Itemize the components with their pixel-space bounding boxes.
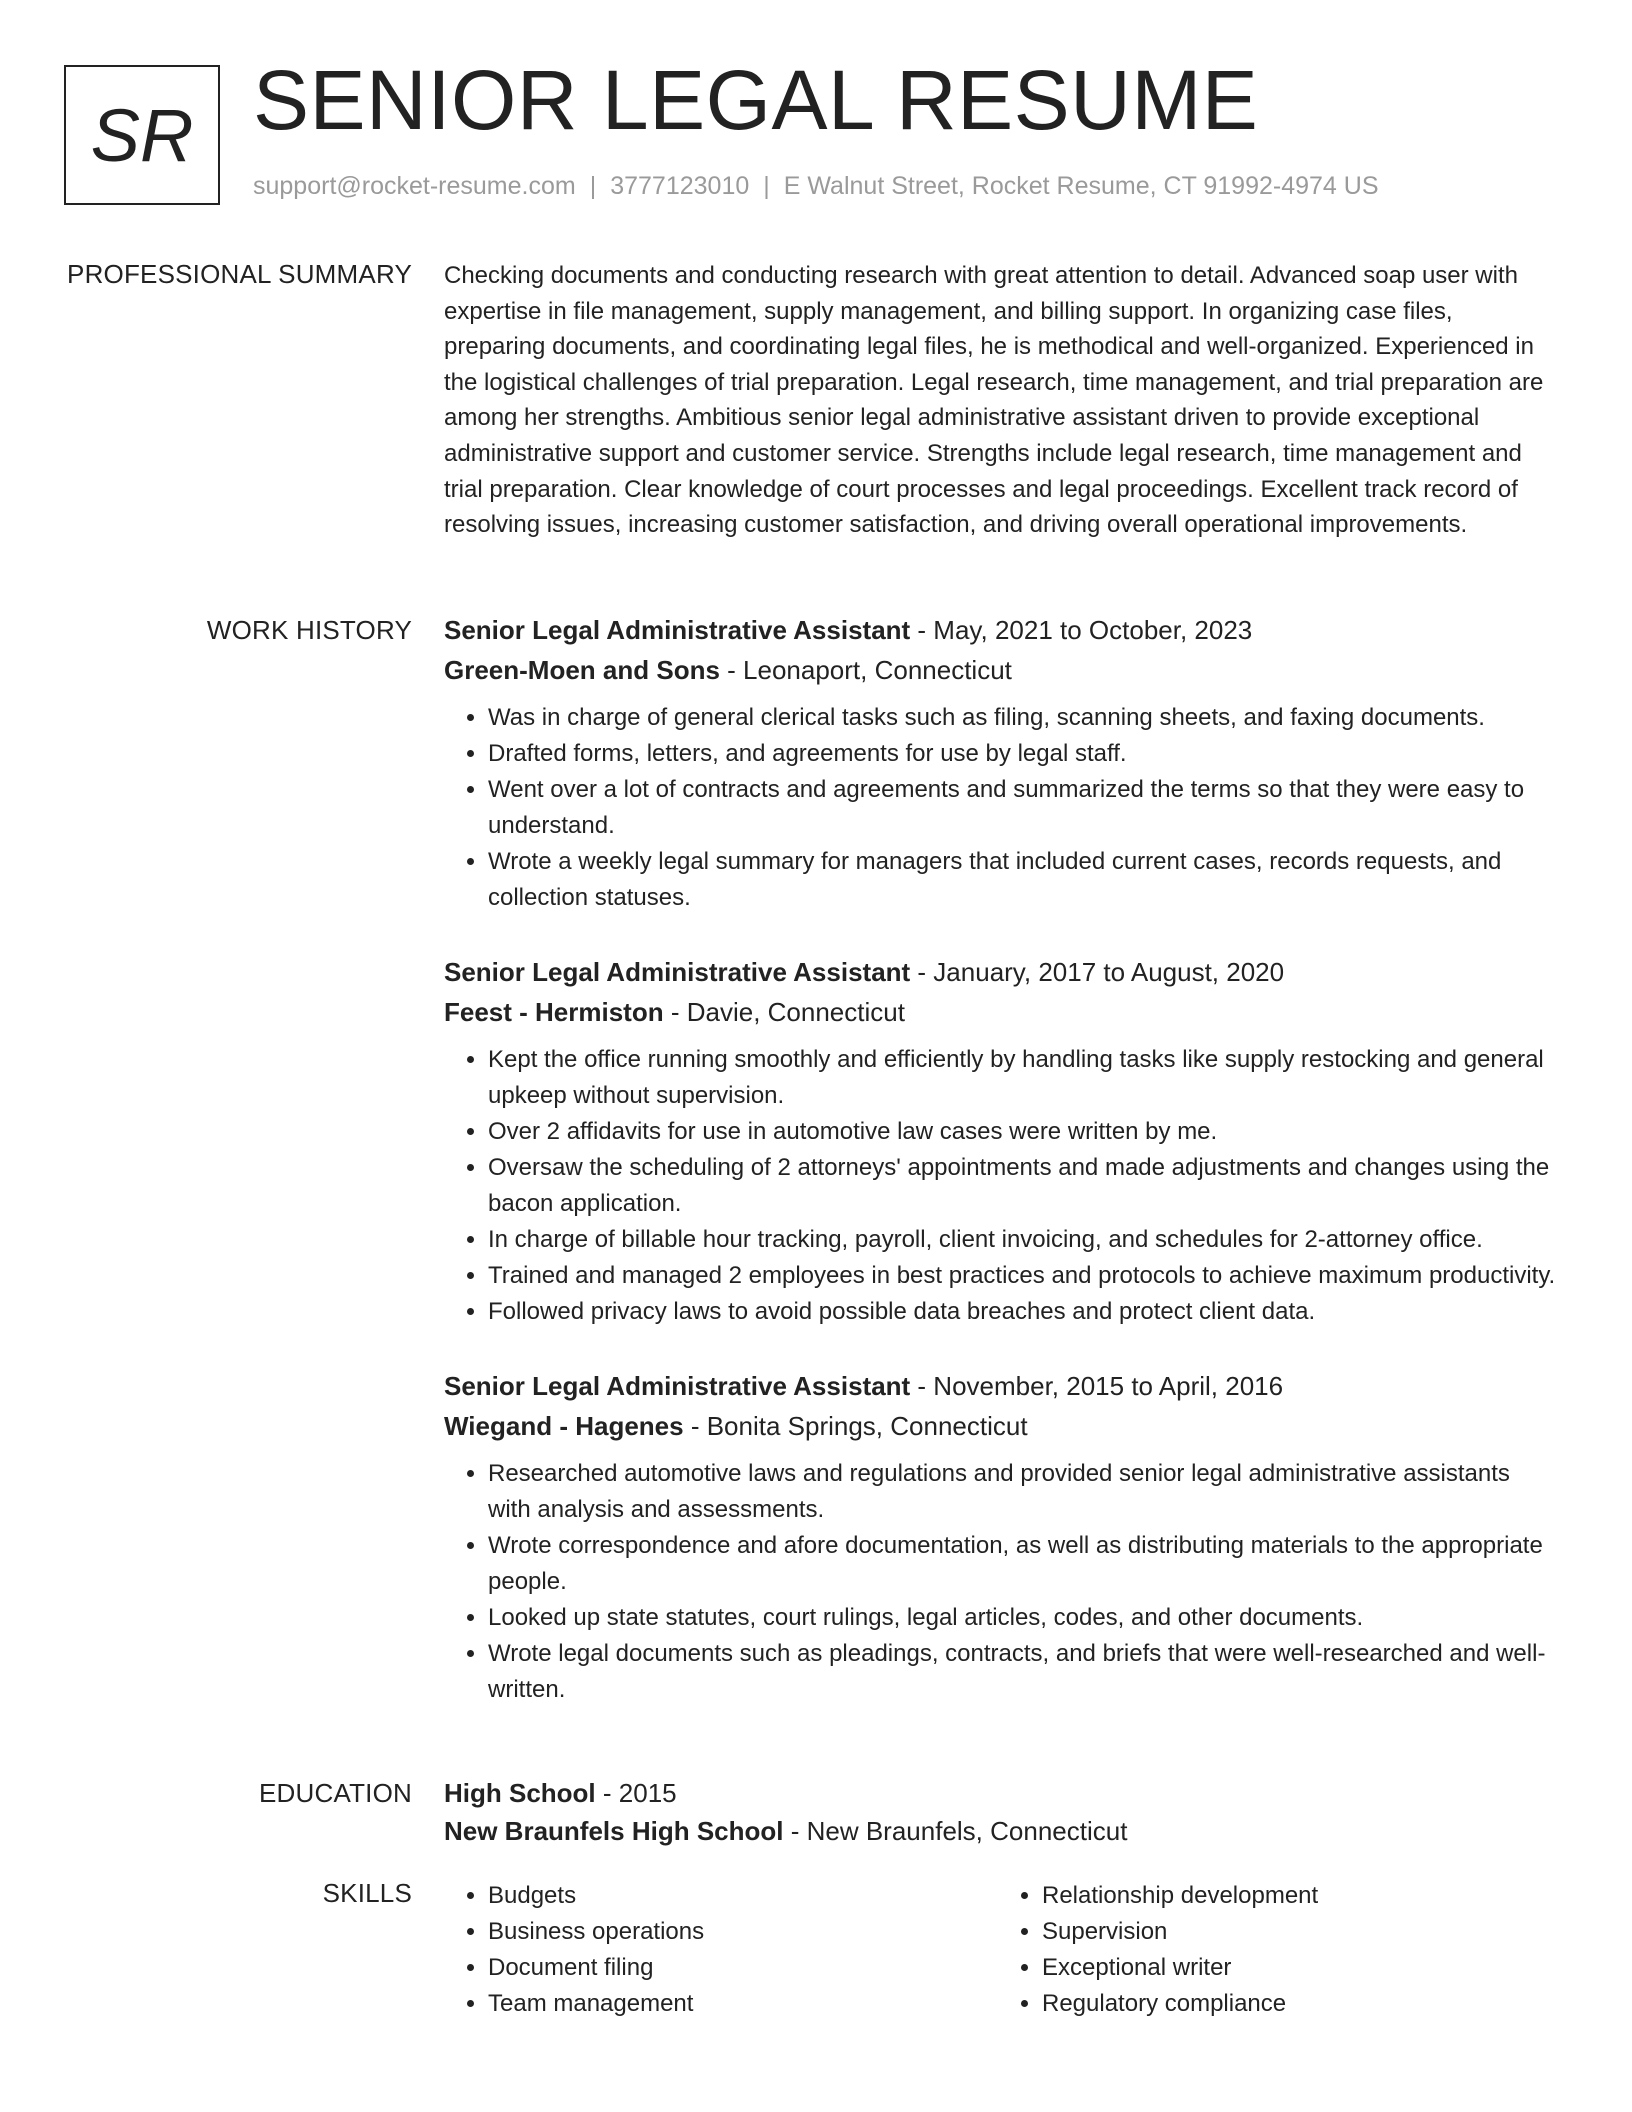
job-bullet: • Kept the office running smoothly and efficiently by handling tasks like supply restocking and general upkeep without supervision. xyxy=(488,1042,1556,1114)
page-title: SENIOR LEGAL RESUME xyxy=(253,53,1259,147)
job-dates: - November, 2015 to April, 2016 xyxy=(910,1371,1284,1401)
contact-email: support@rocket-resume.com xyxy=(253,172,576,200)
skill-item: • Exceptional writer xyxy=(1042,1950,1542,1986)
job-location: - Davie, Connecticut xyxy=(663,997,905,1027)
job-bullet: • In charge of billable hour tracking, payroll, client invoicing, and schedules for 2-attorney office. xyxy=(488,1222,1556,1258)
summary-text: Checking documents and conducting research with great attention to detail. Advanced soap user with expertise in file management, supply management, and billing support. In organizing case files, preparing documents, and coordinating legal files, he is methodical and well-organized. Experienced in the logistical challenges of trial preparation. Legal research, time management, and trial preparation are among her strengths. Ambitious senior legal administrative assistant driven to provide exceptional administrative support and customer service. Strengths include legal research, time management and trial preparation. Clear knowledge of court processes and legal proceedings. Excellent track record of resolving issues, increasing customer satisfaction, and driving overall operational improvements. xyxy=(444,262,1544,539)
skill-item: • Budgets xyxy=(488,1878,988,1914)
job-entry xyxy=(444,610,1556,916)
contact-line xyxy=(253,172,1379,201)
contact-address: E Walnut Street, Rocket Resume, CT 91992-4974 US xyxy=(783,172,1379,200)
job-title-line xyxy=(444,610,1556,650)
job-title: Senior Legal Administrative Assistant xyxy=(444,1371,911,1401)
job-bullet: • Wrote correspondence and afore documentation, as well as distributing materials to the appropriate people. xyxy=(488,1528,1556,1600)
job-title-line xyxy=(444,952,1556,992)
education-body xyxy=(444,1774,1556,1850)
job-bullet: • Was in charge of general clerical tasks such as filing, scanning sheets, and faxing documents. xyxy=(488,700,1556,736)
job-company: Wiegand - Hagenes xyxy=(444,1411,684,1441)
job-company: Feest - Hermiston xyxy=(444,997,664,1027)
contact-separator: | xyxy=(589,172,597,200)
job-company: Green-Moen and Sons xyxy=(444,655,720,685)
job-entry xyxy=(444,1366,1556,1708)
job-bullet: • Went over a lot of contracts and agreements and summarized the terms so that they were easy to understand. xyxy=(488,772,1556,844)
education-degree-line xyxy=(444,1774,1556,1812)
job-bullet: • Researched automotive laws and regulations and provided senior legal administrative assistants with analysis and assessments. xyxy=(488,1456,1556,1528)
job-bullets xyxy=(444,1042,1556,1330)
skill-item: • Regulatory compliance xyxy=(1042,1986,1542,2022)
skills-list-right xyxy=(998,1878,1542,2022)
job-title-line xyxy=(444,1366,1556,1406)
job-company-line xyxy=(444,650,1556,690)
section-label-skills: SKILLS xyxy=(322,1878,412,1908)
job-company-line xyxy=(444,992,1556,1032)
skill-item: • Document filing xyxy=(488,1950,988,1986)
section-label-summary: PROFESSIONAL SUMMARY xyxy=(67,259,412,289)
monogram-logo xyxy=(64,65,220,205)
job-bullet: • Wrote legal documents such as pleadings, contracts, and briefs that were well-researched and well-written. xyxy=(488,1636,1556,1708)
education-year: - 2015 xyxy=(595,1778,677,1808)
job-bullets xyxy=(444,700,1556,916)
summary-body xyxy=(444,258,1556,543)
education-degree: High School xyxy=(444,1778,596,1808)
job-entry xyxy=(444,952,1556,1330)
education-school-line xyxy=(444,1812,1556,1850)
skills-list-left xyxy=(444,1878,988,2022)
job-bullet: • Drafted forms, letters, and agreements for use by legal staff. xyxy=(488,736,1556,772)
job-title: Senior Legal Administrative Assistant xyxy=(444,615,911,645)
job-bullet: • Trained and managed 2 employees in best practices and protocols to achieve maximum productivity. xyxy=(488,1258,1556,1294)
section-label-education: EDUCATION xyxy=(259,1778,412,1808)
job-title: Senior Legal Administrative Assistant xyxy=(444,957,911,987)
job-bullets xyxy=(444,1456,1556,1708)
monogram-text: SR xyxy=(90,93,194,177)
education-location: - New Braunfels, Connecticut xyxy=(783,1816,1128,1846)
job-bullet: • Wrote a weekly legal summary for managers that included current cases, records requests, and collection statuses. xyxy=(488,844,1556,916)
skills-columns xyxy=(444,1878,1556,2022)
job-location: - Bonita Springs, Connecticut xyxy=(683,1411,1028,1441)
skill-item: • Team management xyxy=(488,1986,988,2022)
skill-item: • Relationship development xyxy=(1042,1878,1542,1914)
job-company-line xyxy=(444,1406,1556,1446)
job-dates: - May, 2021 to October, 2023 xyxy=(910,615,1253,645)
job-location: - Leonaport, Connecticut xyxy=(719,655,1012,685)
skills-body xyxy=(444,1878,1556,2022)
skill-item: • Supervision xyxy=(1042,1914,1542,1950)
section-label-work: WORK HISTORY xyxy=(206,615,412,645)
education-school: New Braunfels High School xyxy=(444,1816,784,1846)
job-bullet: • Over 2 affidavits for use in automotive law cases were written by me. xyxy=(488,1114,1556,1150)
job-bullet: • Oversaw the scheduling of 2 attorneys' appointments and made adjustments and changes using the bacon application. xyxy=(488,1150,1556,1222)
work-history-body xyxy=(444,610,1556,1744)
skill-item: • Business operations xyxy=(488,1914,988,1950)
job-bullet: • Followed privacy laws to avoid possible data breaches and protect client data. xyxy=(488,1294,1556,1330)
job-dates: - January, 2017 to August, 2020 xyxy=(910,957,1285,987)
contact-phone: 3777123010 xyxy=(610,172,750,200)
job-bullet: • Looked up state statutes, court rulings, legal articles, codes, and other documents. xyxy=(488,1600,1556,1636)
contact-separator: | xyxy=(763,172,770,200)
